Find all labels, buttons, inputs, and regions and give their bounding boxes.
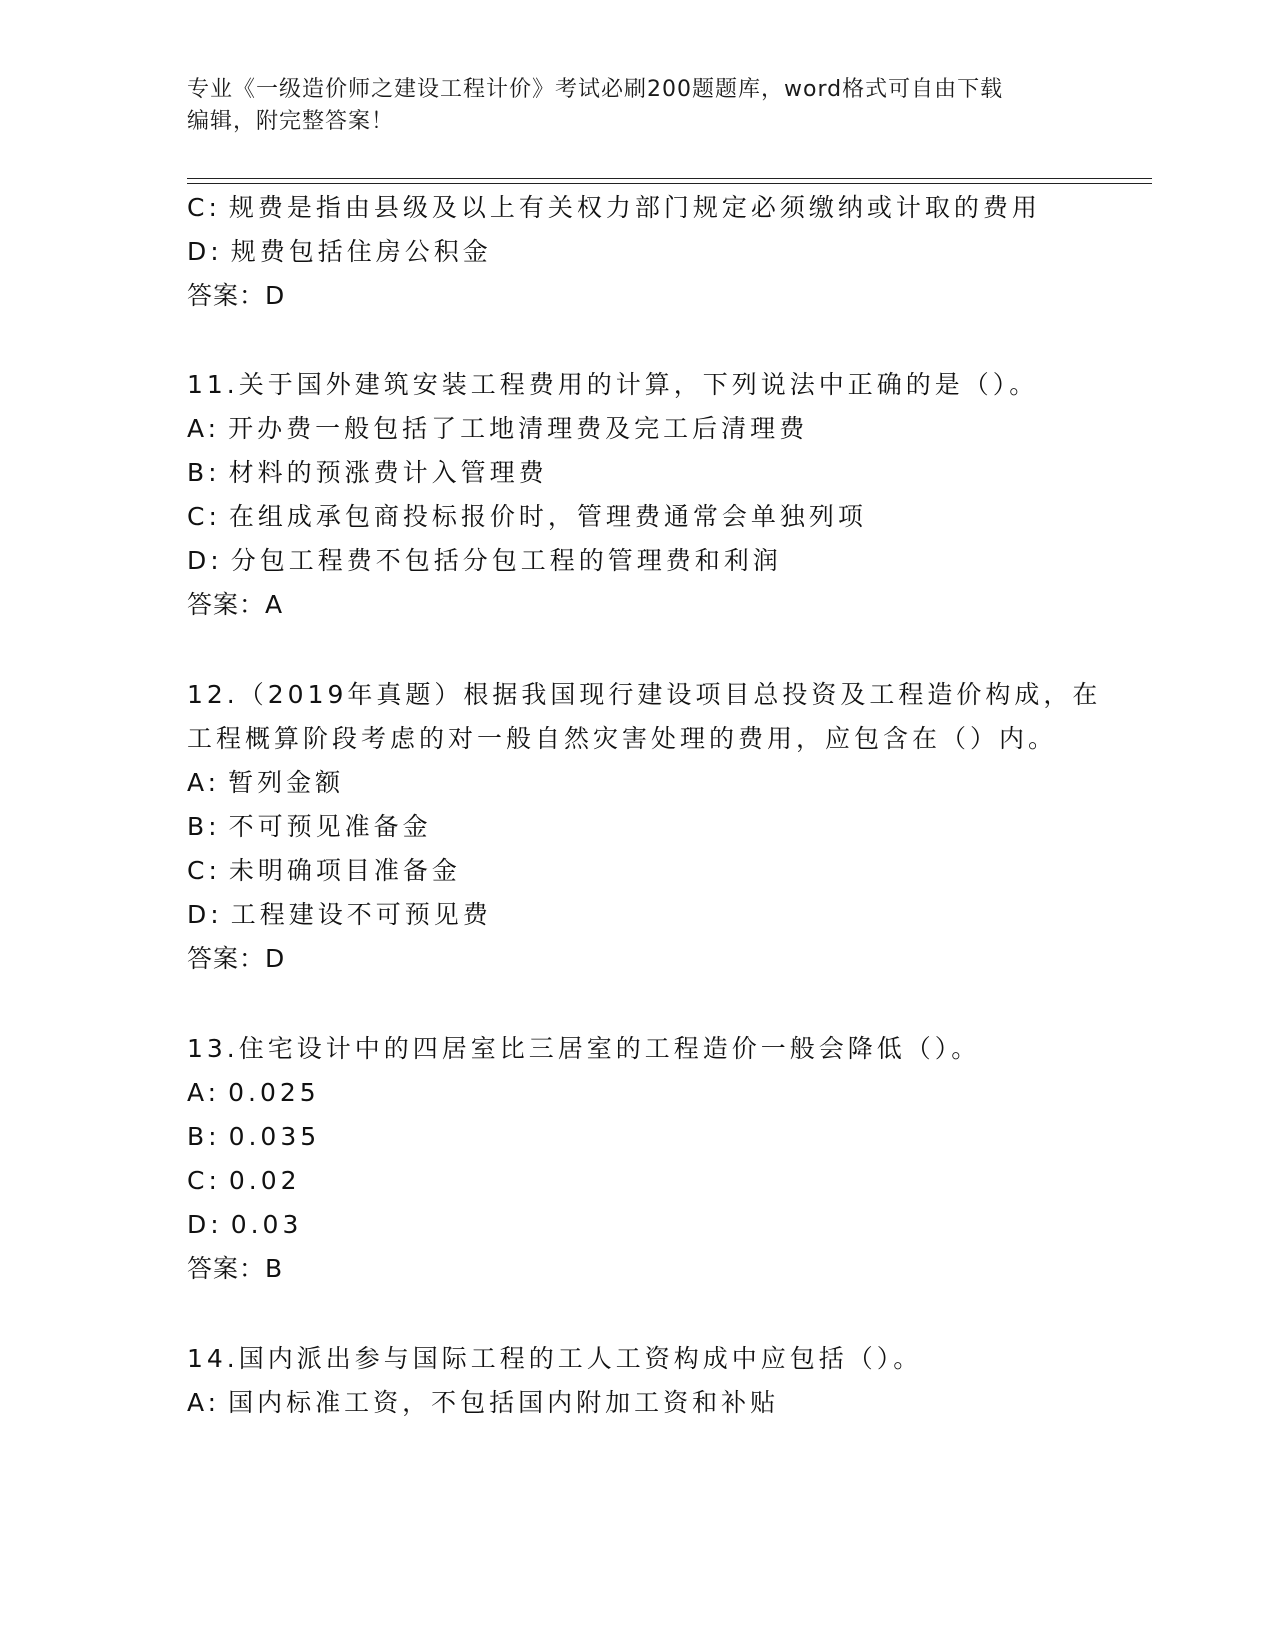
option-c <box>187 1165 301 1197</box>
option-text: 0.025 <box>228 1078 320 1107</box>
option-b <box>187 457 548 489</box>
answer: 答案：D <box>187 944 286 973</box>
question-stem: 11.关于国外建筑安装工程费用的计算，下列说法中正确的是（）。 <box>187 370 1039 399</box>
option-text: 未明确项目准备金 <box>228 856 461 885</box>
option-text: 0.035 <box>228 1122 321 1151</box>
question-stem: 13.住宅设计中的四居室比三居室的工程造价一般会降低（）。 <box>187 1034 981 1063</box>
option-c <box>187 501 867 533</box>
option-text: 分包工程费不包括分包工程的管理费和利润 <box>230 546 782 575</box>
option-text: 0.02 <box>228 1166 301 1195</box>
option-label: C: <box>187 856 221 885</box>
header-line-2: 编辑，附完整答案！ <box>187 109 395 134</box>
page-header <box>187 74 1087 138</box>
option-text: 暂列金额 <box>228 768 345 797</box>
header-line-1: 专业《一级造价师之建设工程计价》考试必刷200题题库，word格式可自由下载 <box>187 77 1004 102</box>
option-a <box>187 413 808 445</box>
option-text: 规费包括住房公积金 <box>230 237 492 266</box>
option-b <box>187 1121 320 1153</box>
answer: 答案：A <box>187 590 284 619</box>
option-d <box>187 236 492 268</box>
option-label: B: <box>187 812 221 841</box>
option-label: C: <box>187 1166 221 1195</box>
option-a <box>187 1077 320 1109</box>
option-label: B: <box>187 458 221 487</box>
option-label: A: <box>187 1388 221 1417</box>
option-text: 工程建设不可预见费 <box>230 900 492 929</box>
question-stem: 12.（2019年真题）根据我国现行建设项目总投资及工程造价构成，在 <box>187 680 1102 709</box>
option-label: C: <box>187 502 221 531</box>
option-label: A: <box>187 768 221 797</box>
option-c <box>187 192 1041 224</box>
option-label: D: <box>187 546 223 575</box>
option-label: A: <box>187 1078 221 1107</box>
option-text: 0.03 <box>230 1210 303 1239</box>
option-label: A: <box>187 414 221 443</box>
answer: 答案：B <box>187 1254 284 1283</box>
option-label: C: <box>187 193 221 222</box>
option-text: 在组成承包商投标报价时，管理费通常会单独列项 <box>228 502 867 531</box>
option-d <box>187 1209 302 1241</box>
option-text: 开办费一般包括了工地清理费及完工后清理费 <box>228 414 809 443</box>
option-label: D: <box>187 1210 223 1239</box>
answer: 答案：D <box>187 281 286 310</box>
option-d <box>187 545 782 577</box>
option-label: B: <box>187 1122 221 1151</box>
option-c <box>187 855 461 887</box>
option-text: 国内标准工资，不包括国内附加工资和补贴 <box>228 1388 780 1417</box>
option-d <box>187 899 492 931</box>
option-text: 规费是指由县级及以上有关权力部门规定必须缴纳或计取的费用 <box>228 193 1041 222</box>
question-stem: 14.国内派出参与国际工程的工人工资构成中应包括（）。 <box>187 1344 923 1373</box>
option-a <box>187 1387 779 1419</box>
option-label: D: <box>187 237 223 266</box>
option-text: 不可预见准备金 <box>228 812 432 841</box>
header-divider-bottom <box>187 183 1152 184</box>
header-divider-top <box>187 178 1152 179</box>
option-text: 材料的预涨费计入管理费 <box>228 458 548 487</box>
option-label: D: <box>187 900 223 929</box>
option-a <box>187 767 344 799</box>
question-stem-continued: 工程概算阶段考虑的对一般自然灾害处理的费用，应包含在（）内。 <box>187 724 1058 753</box>
option-b <box>187 811 432 843</box>
